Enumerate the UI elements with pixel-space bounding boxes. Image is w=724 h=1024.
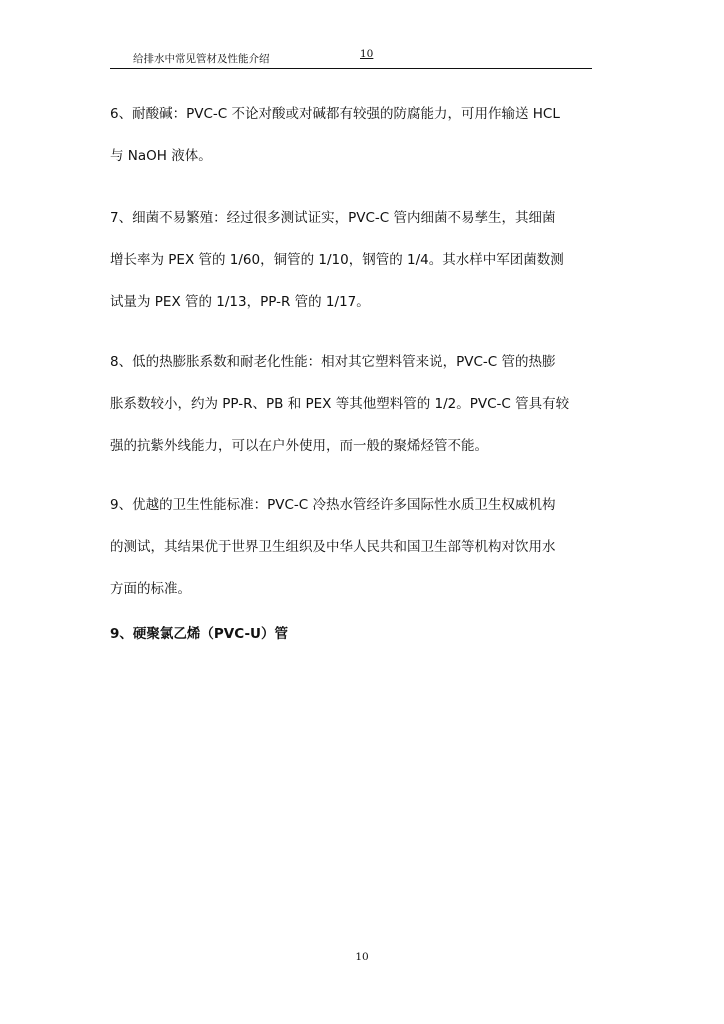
paragraph-line: 增长率为 PEX 管的 1/60，铜管的 1/10，钢管的 1/4。其水样中军团菌数测	[110, 252, 564, 268]
page-header	[110, 48, 592, 69]
section-heading: 9、硬聚氯乙烯（PVC-U）管	[110, 626, 289, 642]
paragraph-line: 胀系数较小，约为 PP-R、PB 和 PEX 等其他塑料管的 1/2。PVC-C 管具有较	[110, 396, 570, 412]
paragraph-line: 试量为 PEX 管的 1/13，PP-R 管的 1/17。	[110, 294, 370, 310]
paragraph-line: 7、细菌不易繁殖：经过很多测试证实，PVC-C 管内细菌不易孳生，其细菌	[110, 210, 556, 226]
paragraph-line: 8、低的热膨胀系数和耐老化性能：相对其它塑料管来说，PVC-C 管的热膨	[110, 354, 556, 370]
paragraph-line: 强的抗紫外线能力，可以在户外使用，而一般的聚烯烃管不能。	[110, 438, 488, 454]
paragraph-line: 9、优越的卫生性能标准：PVC-C 冷热水管经许多国际性水质卫生权威机构	[110, 497, 556, 513]
paragraph-line: 方面的标准。	[110, 581, 191, 597]
header-page-number: 10	[360, 48, 374, 60]
paragraph-line: 6、耐酸碱：PVC-C 不论对酸或对碱都有较强的防腐能力，可用作输送 HCL	[110, 106, 560, 122]
paragraph-line: 与 NaOH 液体。	[110, 148, 212, 164]
footer-page-number: 10	[355, 951, 369, 963]
paragraph-line: 的测试，其结果优于世界卫生组织及中华人民共和国卫生部等机构对饮用水	[110, 539, 556, 555]
header-title: 给排水中常见管材及性能介绍	[133, 53, 270, 65]
